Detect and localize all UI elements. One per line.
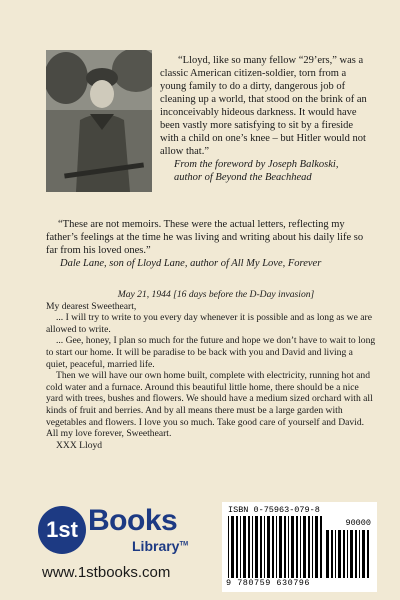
foreword-quote-block xyxy=(160,54,372,184)
soldier-photo xyxy=(46,50,152,192)
foreword-attribution-line1: From the foreword by Joseph Balkoski, xyxy=(174,159,339,170)
publisher-url: www.1stbooks.com xyxy=(42,564,171,581)
letter-excerpt xyxy=(46,289,376,451)
publisher-library xyxy=(132,538,188,554)
letter-paragraph-1: ... I will try to write to you every day whenever it is possible and as long as we are allowed to write. xyxy=(46,312,372,335)
foreword-quote: “Lloyd, like so many fellow “29’ers,” was a classic American citizen-soldier, torn from a young family to do a dirty, dangerous job of cleaning up a world, that stood on the brink of an inconceivably hideous darkness. It would have been vastly more satisfying to sit by a fireside with a child on one’s knee – but Hitler would not allow that.” xyxy=(160,55,367,157)
isbn-text: ISBN 0-75963-079-8 xyxy=(228,505,320,515)
price-code: 90000 xyxy=(345,518,371,528)
letter-paragraph-3: Then we will have our own home built, complete with electricity, running hot and cold water and a furnace. Around this beautiful little home, there should be a nice yard with trees, bushes and flowers. We should have a medium sized orchard with all kinds of fruit and berries. And by all means there must be a large garden with vegetables and flowers. I love you so much. Take good care of yourself and David. All my love forever, Sweetheart. xyxy=(46,370,373,440)
son-quote: “These are not memoirs. These were the actual letters, reflecting my father’s feelings at the time he was living and writing about his daily life so far from his loved ones.” xyxy=(46,219,364,256)
trademark-mark: TM xyxy=(179,541,189,548)
publisher-name: Books xyxy=(88,504,178,537)
ean-number: 9 780759 630796 xyxy=(226,578,311,588)
son-quote-block xyxy=(46,218,376,270)
son-attribution: Dale Lane, son of Lloyd Lane, author of All My Love, Forever xyxy=(60,258,322,269)
barcode-addon xyxy=(326,530,370,578)
barcode-main xyxy=(228,516,324,578)
foreword-attribution-line2: author of Beyond the Beachhead xyxy=(174,172,312,183)
letter-salutation: My dearest Sweetheart, xyxy=(46,300,137,312)
letter-closing: XXX Lloyd xyxy=(56,439,103,451)
publisher-badge: 1st xyxy=(38,506,86,554)
barcode-box xyxy=(222,502,377,592)
letter-date: May 21, 1944 [16 days before the D-Day invasion] xyxy=(117,289,315,300)
publisher-logo xyxy=(38,502,198,592)
letter-paragraph-2: ... Gee, honey, I plan so much for the future and hope we don’t have to wait to long to start our home. It will be paradise to be back with you and David and living a quiet, peaceful, married life. xyxy=(46,335,376,370)
publisher-library-label: Library xyxy=(132,538,180,554)
